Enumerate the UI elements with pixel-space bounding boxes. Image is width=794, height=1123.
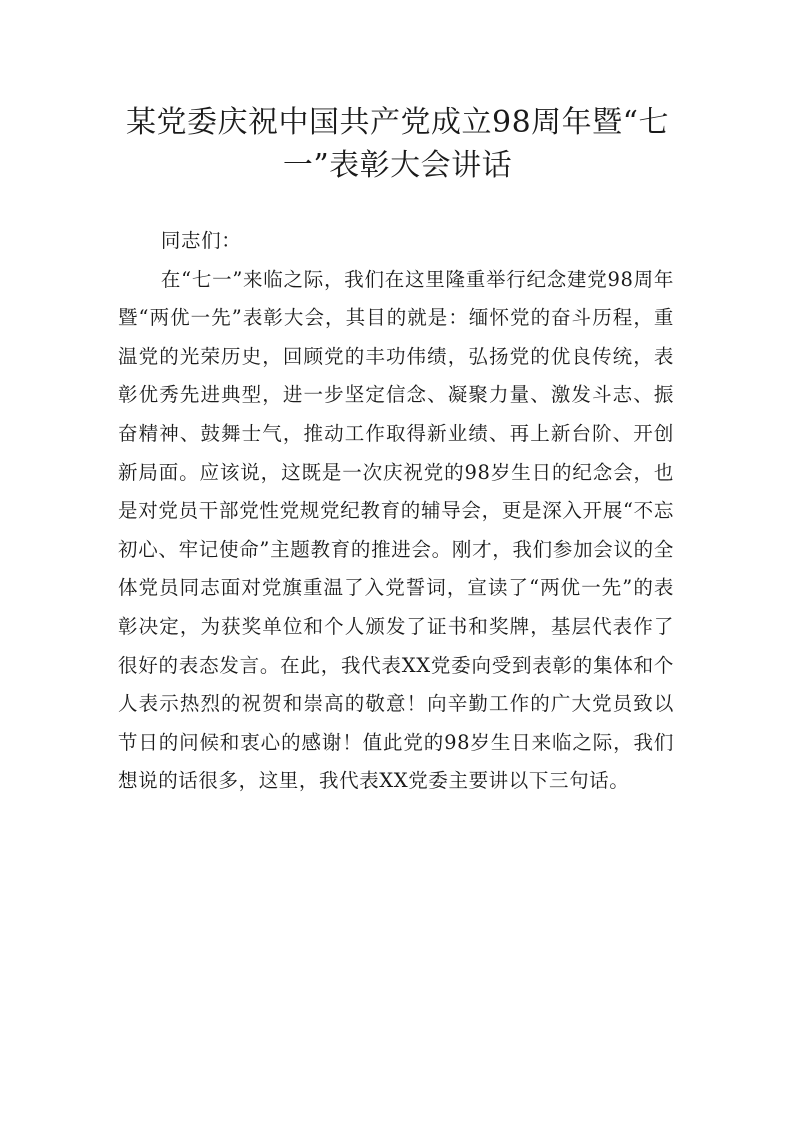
salutation: 同志们： [160, 229, 242, 252]
body-paragraph: 在“七一”来临之际，我们在这里隆重举行纪念建党98周年暨“两优一先”表彰大会，其目的就是：缅怀党的奋斗历程，重温党的光荣历史，回顾党的丰功伟绩，弘扬党的优良传统，表彰优秀先进典型，进一步坚定信念、凝聚力量、激发斗志、振奋精神、鼓舞士气，推动工作取得新业绩、再上新台阶、开创新局面。应该说，这既是一次庆祝党的98岁生日的纪念会，也是对党员干部党性党规党纪教育的辅导会，更是深入开展“不忘初心、牢记使命”主题教育的推进会。刚才，我们参加会议的全体党员同志面对党旗重温了入党誓词，宣读了“两优一先”的表彰决定，为获奖单位和个人颁发了证书和奖牌，基层代表作了很好的表态发言。在此，我代表XX党委向受到表彰的集体和个人表示热烈的祝贺和崇高的敬意！向辛勤工作的广大党员致以节日的问候和衷心的感谢！值此党的98岁生日来临之际，我们想说的话很多，这里，我代表XX党委主要讲以下三句话。 [118, 267, 674, 793]
document-body [118, 222, 674, 801]
document-title: 某党委庆祝中国共产党成立98周年暨“七一”表彰大会讲话 [125, 105, 669, 183]
